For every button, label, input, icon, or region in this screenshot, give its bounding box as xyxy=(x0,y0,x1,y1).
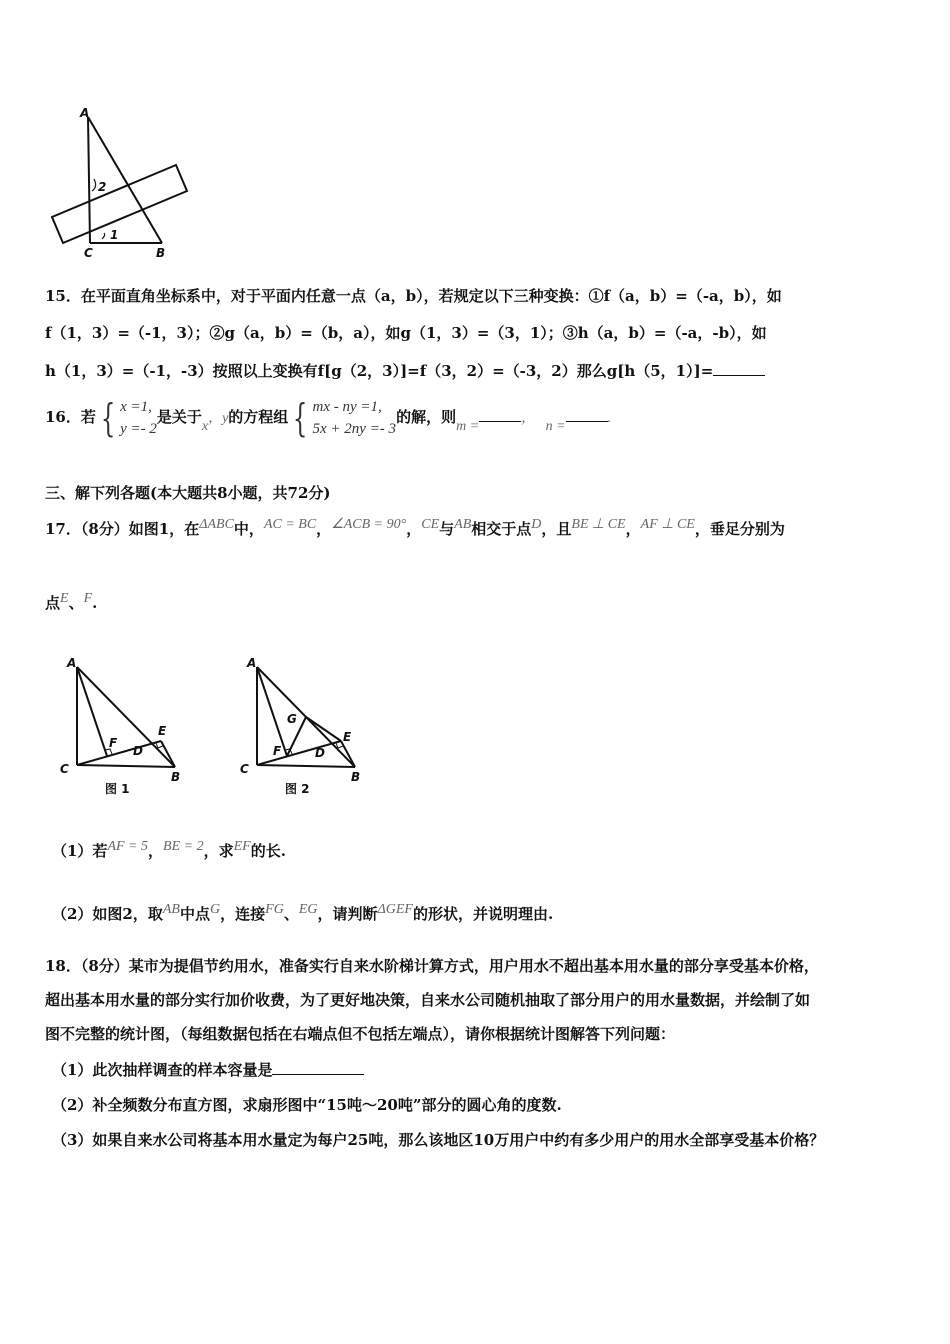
label-c: C xyxy=(84,246,93,260)
q17-p1-b: ，求 xyxy=(203,842,234,860)
n-equals: n = xyxy=(545,419,566,434)
math-be-eq-2: BE = 2 xyxy=(163,839,204,854)
q17-and: ，且 xyxy=(541,520,572,538)
q17-p1-c: 的长. xyxy=(250,842,286,860)
system-equations-row-1: mx - ny =1, xyxy=(312,399,382,415)
q15-line-1: 15．在平面直角坐标系中，对于平面内任意一点（a，b），若规定以下三种变换：①f（a，b）=（-a，b），如 xyxy=(45,287,782,305)
fig2-label-e: E xyxy=(343,730,352,744)
q17-point-word: 点 xyxy=(45,594,61,612)
label-a: A xyxy=(80,106,90,120)
math-be-perp-ce: BE ⊥ CE xyxy=(571,517,626,532)
q17-part-1 xyxy=(52,840,286,861)
q16-line xyxy=(45,396,611,440)
label-angle-2: 2 xyxy=(98,180,107,194)
fig2-label-b: B xyxy=(351,770,361,784)
q15-line-3-text: h（1，3）=（-1，-3）按照以上变换有f[g（2，3）]=f（3，2）=（-3，2）那么g[h（5，1）]= xyxy=(45,362,714,380)
math-ac-eq-bc: AC = BC xyxy=(263,517,317,532)
figure-1-caption: 图 1 xyxy=(105,782,130,796)
math-g: G xyxy=(210,902,221,917)
fig1-label-c: C xyxy=(60,762,69,776)
figure-2 xyxy=(235,655,375,800)
m-equals: m = xyxy=(456,419,480,434)
q17-dun: 、 xyxy=(68,594,84,612)
math-d: D xyxy=(531,517,542,532)
q16-mid-3: 的解，则 xyxy=(396,408,457,426)
fig1-label-f: F xyxy=(109,736,118,750)
q18-part-2: （2）补全频数分布直方图，求扇形图中“15吨～20吨”部分的圆心角的度数. xyxy=(52,1096,562,1114)
math-ce: CE xyxy=(421,517,440,532)
q17-p2-e: 的形状，并说明理由. xyxy=(412,905,554,923)
fig2-af xyxy=(257,667,287,756)
q16-comma-2: ， xyxy=(521,411,536,426)
q17-p2-b: 中点 xyxy=(179,905,210,923)
q18-line-1: 18．（8分）某市为提倡节约用水，准备实行自来水阶梯计算方式，用户用水不超出基本用水量的部分享受基本价格， xyxy=(45,957,819,975)
q17-p2-c: ，连接 xyxy=(220,905,266,923)
math-af-perp-ce: AF ⊥ CE xyxy=(640,517,695,532)
fig1-label-a: A xyxy=(67,656,77,670)
ruler-rectangle xyxy=(52,165,187,243)
q15-answer-blank[interactable] xyxy=(713,361,765,376)
q17-meet: 相交于点 xyxy=(471,520,532,538)
q17-p1-sep: ， xyxy=(148,842,164,860)
math-fg: FG xyxy=(265,902,284,917)
fig2-label-c: C xyxy=(240,762,249,776)
q17-sep-2: ， xyxy=(406,520,422,538)
q17-p1-a: （1）若 xyxy=(52,842,108,860)
fig2-label-g: G xyxy=(287,712,297,726)
q17-intro xyxy=(45,518,785,539)
fig1-label-e: E xyxy=(158,724,167,738)
n-answer-blank[interactable] xyxy=(566,407,608,422)
section-3-heading: 三、解下列各题(本大题共8小题，共72分) xyxy=(45,484,331,502)
math-ab: AB xyxy=(454,517,472,532)
q16-prefix: 16．若 xyxy=(45,408,96,426)
q18-part-3: （3）如果自来水公司将基本用水量定为每户25吨，那么该地区10万用户中约有多少用户的用水全部享受基本价格？ xyxy=(52,1131,825,1149)
fig1-cb xyxy=(77,765,175,767)
math-angle-acb: ∠ACB = 90° xyxy=(331,517,407,532)
fig1-label-b: B xyxy=(171,770,181,784)
var-x: x xyxy=(201,419,209,434)
figure-triangle-ruler xyxy=(40,105,200,265)
system-equations-row-2: 5x + 2ny =- 3 xyxy=(312,421,397,437)
q17-feet: ，垂足分别为 xyxy=(694,520,785,538)
math-af-eq-5: AF = 5 xyxy=(107,839,148,854)
system-solution xyxy=(120,396,157,440)
math-triangle-abc: ΔABC xyxy=(199,517,234,532)
math-ef: EF xyxy=(233,839,251,854)
math-e: E xyxy=(60,591,69,606)
q16-end: . xyxy=(607,411,612,426)
q16-comma: ， xyxy=(208,411,223,426)
q17-intro-b: 中， xyxy=(233,520,264,538)
system-solution-row-2: y =- 2 xyxy=(120,421,157,437)
q18-p1-text: （1）此次抽样调查的样本容量是 xyxy=(52,1061,273,1079)
fig2-label-d: D xyxy=(315,746,325,760)
math-ab-2: AB xyxy=(162,902,180,917)
fig1-ce xyxy=(77,741,161,765)
math-f: F xyxy=(83,591,93,606)
q17-part-2 xyxy=(52,903,553,924)
q17-p2-d: ，请判断 xyxy=(317,905,378,923)
q17-sep-3: ， xyxy=(625,520,641,538)
fig2-cb xyxy=(257,765,355,767)
angle-arc-1 xyxy=(102,233,105,239)
q17-intro-cont xyxy=(45,592,97,613)
label-angle-1: 1 xyxy=(110,228,119,242)
label-b: B xyxy=(156,246,166,260)
fig1-af xyxy=(77,667,107,756)
fig2-label-a: A xyxy=(247,656,257,670)
figure-1 xyxy=(55,655,195,800)
q17-intro-a: 17．（8分）如图1，在 xyxy=(45,520,200,538)
system-equations xyxy=(313,396,397,440)
q17-period: . xyxy=(92,594,98,612)
q18-answer-blank[interactable] xyxy=(272,1060,364,1075)
q16-mid-1: 是关于 xyxy=(156,408,202,426)
q15-line-2: f（1，3）=（-1，3）；②g（a，b）=（b，a），如g（1，3）=（3，1）；③h（a，b）=（-a，-b），如 xyxy=(45,324,767,342)
math-triangle-gef: ΔGEF xyxy=(377,902,413,917)
q15-line-3 xyxy=(45,360,765,381)
fig2-label-f: F xyxy=(273,744,282,758)
angle-arc-2 xyxy=(92,179,96,191)
q18-line-2: 超出基本用水量的部分实行加价收费，为了更好地决策，自来水公司随机抽取了部分用户的用水量数据，并绘制了如 xyxy=(45,991,811,1009)
q17-p2-dun: 、 xyxy=(283,905,299,923)
q17-with: 与 xyxy=(439,520,455,538)
figure-2-caption: 图 2 xyxy=(285,782,310,796)
left-brace-2: { xyxy=(293,396,308,440)
fig2-ce xyxy=(257,741,341,765)
left-brace-1: { xyxy=(100,396,116,440)
var-y: y xyxy=(222,411,229,426)
q18-part-1 xyxy=(52,1059,364,1080)
q18-line-3: 图不完整的统计图，（每组数据包括在右端点但不包括左端点），请你根据统计图解答下列问题： xyxy=(45,1025,676,1043)
system-solution-row-1: x =1, xyxy=(120,399,152,415)
m-answer-blank[interactable] xyxy=(479,407,521,422)
fig2-ge xyxy=(306,717,341,741)
segment-ac xyxy=(88,117,90,243)
fig1-label-d: D xyxy=(133,744,143,758)
math-eg: EG xyxy=(298,902,318,917)
q17-p2-a: （2）如图2，取 xyxy=(52,905,163,923)
q16-mid-2: 的方程组 xyxy=(228,408,289,426)
q17-sep-1: ， xyxy=(316,520,332,538)
